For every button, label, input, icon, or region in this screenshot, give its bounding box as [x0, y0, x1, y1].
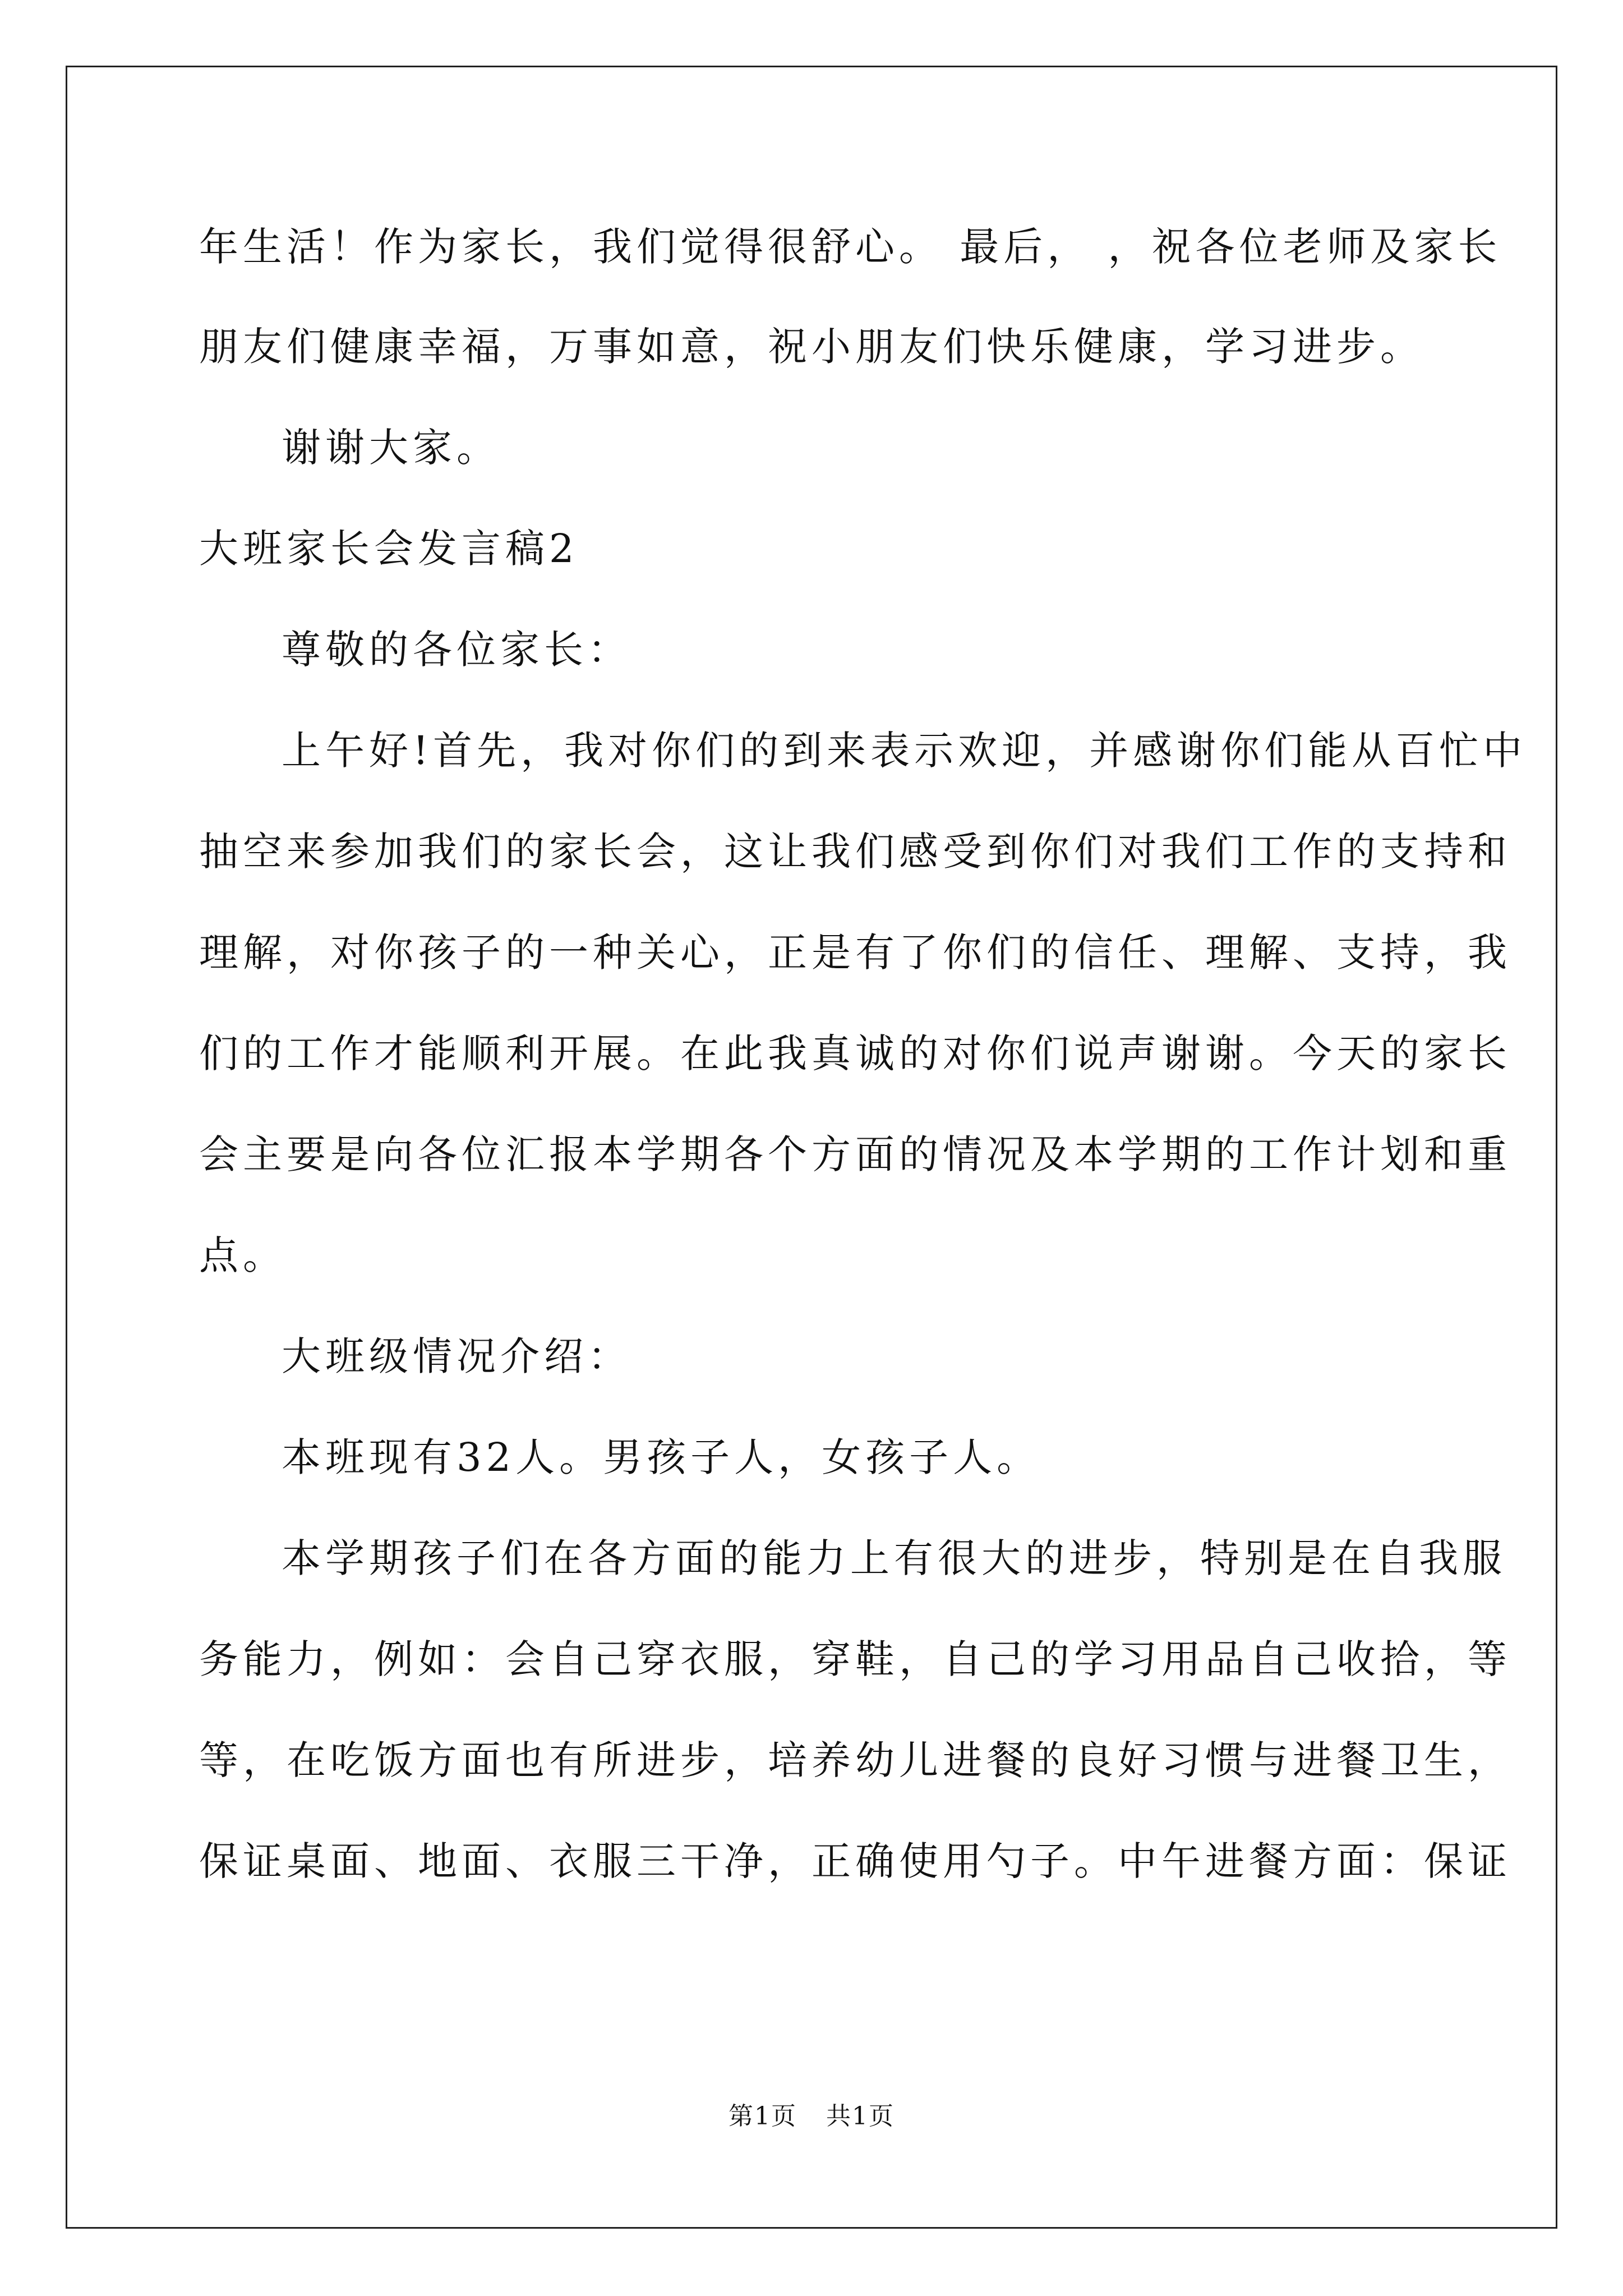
text-line: 本学期孩子们在各方面的能力上有很大的进步，特别是在自我服 [282, 1535, 1506, 1581]
page-total: 共1页 [826, 2102, 895, 2131]
text-line: 上午好!首先，我对你们的到来表示欢迎，并感谢你们能从百忙中 [282, 728, 1527, 774]
text-line: 抽空来参加我们的家长会，这让我们感受到你们对我们工作的支持和 [199, 829, 1511, 875]
subheading: 大班级情况介绍： [282, 1333, 631, 1379]
text-line: 们的工作才能顺利开展。在此我真诚的对你们说声谢谢。今天的家长 [199, 1030, 1511, 1076]
page-footer [0, 2101, 1623, 2132]
text-line: 等，在吃饭方面也有所进步，培养幼儿进餐的良好习惯与进餐卫生， [199, 1737, 1511, 1783]
text-line: 本班现有32人。男孩子人，女孩子人。 [282, 1434, 1041, 1480]
text-line: 朋友们健康幸福，万事如意，祝小朋友们快乐健康，学习进步。 [199, 324, 1424, 370]
text-line: 务能力，例如：会自己穿衣服，穿鞋，自己的学习用品自己收拾，等 [199, 1636, 1511, 1682]
page-number: 第1页 [728, 2102, 797, 2131]
section-heading: 大班家长会发言稿2 [199, 526, 579, 572]
text-line: 保证桌面、地面、衣服三干净，正确使用勺子。中午进餐方面：保证 [199, 1838, 1511, 1884]
text-line: 点。 [199, 1232, 287, 1278]
text-line: 会主要是向各位汇报本学期各个方面的情况及本学期的工作计划和重 [199, 1131, 1511, 1177]
text-line: 年生活！作为家长，我们觉得很舒心。 最后， ，祝各位老师及家长 [199, 224, 1502, 270]
text-line: 理解，对你孩子的一种关心，正是有了你们的信任、理解、支持，我 [199, 930, 1511, 976]
text-line: 谢谢大家。 [282, 425, 500, 471]
salutation: 尊敬的各位家长： [282, 627, 631, 673]
